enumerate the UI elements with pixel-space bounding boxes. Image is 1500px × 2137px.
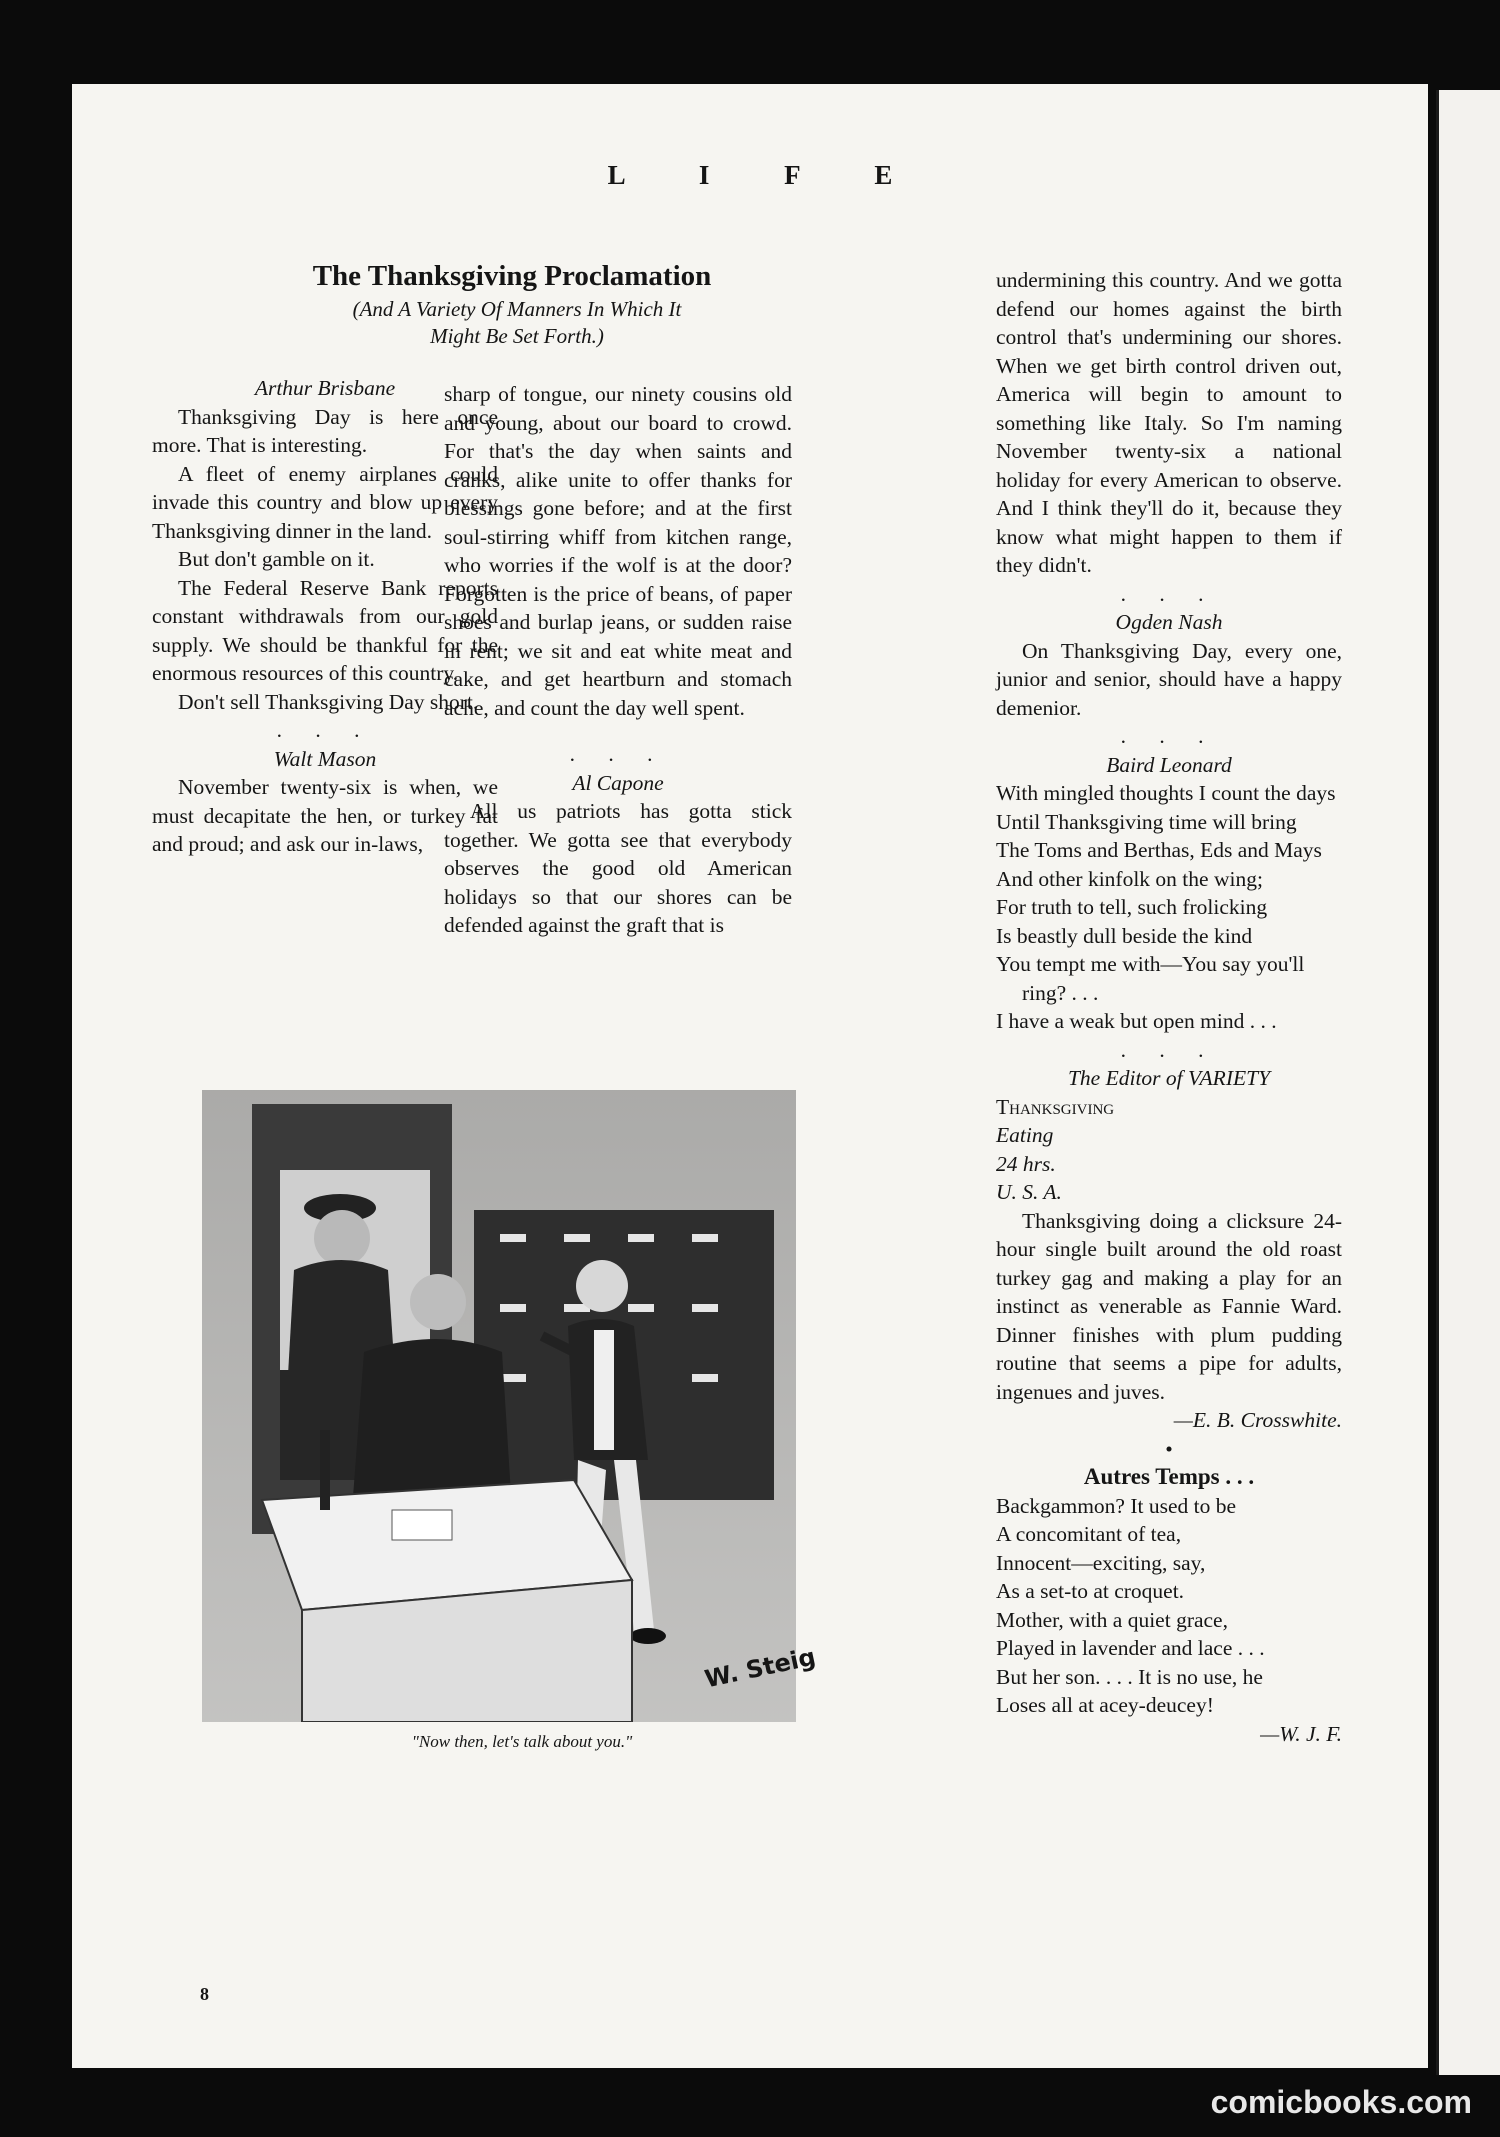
section-divider: . . . — [1120, 1037, 1218, 1062]
magazine-page — [72, 84, 1428, 2068]
verse-line: A concomitant of tea, — [996, 1522, 1182, 1546]
verse-line: Played in lavender and lace . . . — [996, 1636, 1265, 1660]
headline-line: U. S. A. — [996, 1180, 1062, 1204]
verse-line: Backgammon? It used to be — [996, 1493, 1237, 1518]
column-3 — [996, 266, 1342, 1748]
poem-autres — [996, 1492, 1342, 1720]
section-divider: . . . — [569, 742, 667, 766]
paper-on-desk — [392, 1510, 452, 1540]
paragraph: Thanksgiving doing a clicksure 24-hour single built around the old roast turkey gag and making a play for an instinct as venerable as Fannie Ward. Dinner finishes with plum pudding routine that seems a pipe for adults, ingenues and juves. — [996, 1208, 1342, 1404]
source-watermark: comicbooks.com — [1210, 2084, 1472, 2120]
page-number: 8 — [200, 1984, 209, 2004]
byline-brisbane: Arthur Brisbane — [254, 376, 396, 400]
headline-line: Thanksgiving — [996, 1094, 1115, 1119]
cartoon-illustration — [202, 1090, 796, 1722]
signature: —E. B. Crosswhite. — [1173, 1408, 1342, 1432]
masthead: L I F E — [607, 160, 927, 190]
headline-line: 24 hrs. — [996, 1151, 1056, 1176]
poem-leonard — [996, 779, 1342, 1036]
page-spine — [1428, 84, 1436, 2074]
byline-nash: Ogden Nash — [1115, 610, 1223, 634]
verse-line: For truth to tell, such frolicking — [996, 895, 1268, 919]
verse-line: You tempt me with—You say you'll ring? . . . — [996, 952, 1305, 1005]
paragraph: undermining this country. And we gotta defend our homes against the birth control that's undermining our shores. When we get birth control driven out, America will begin to amount to something like Italy. So I'm naming November twenty-six a national holiday for every American to observe. And I think they'll do it, because they know what might happen to them if they didn't. — [996, 268, 1342, 577]
headline-line: Eating — [996, 1123, 1054, 1147]
byline-leonard: Baird Leonard — [1106, 752, 1232, 777]
section-divider: . . . — [1120, 581, 1218, 606]
verse-line: As a set-to at croquet. — [996, 1579, 1185, 1603]
paragraph: November twenty-six is when, we must decapitate the hen, or turkey fat and proud; and ask our in-laws, — [152, 775, 498, 856]
verse-line: Innocent—exciting, say, — [996, 1550, 1206, 1575]
section-divider: . . . — [276, 718, 374, 742]
section-divider: . . . — [1120, 724, 1218, 748]
article-title: The Thanksgiving Proclamation — [312, 260, 712, 292]
cartoon-caption: "Now then, let's talk about you." — [411, 1732, 633, 1751]
verse-line: I have a weak but open mind . . . — [996, 1009, 1277, 1033]
byline-variety: The Editor of VARIETY — [1067, 1066, 1271, 1090]
paragraph: Don't sell Thanksgiving Day short. — [178, 689, 479, 714]
paragraph: Thanksgiving Day is here once more. That is interesting. — [152, 404, 498, 457]
byline-capone: Al Capone — [572, 770, 664, 795]
verse-line: Loses all at acey-deucey! — [996, 1693, 1214, 1717]
signature: —W. J. F. — [1260, 1721, 1342, 1746]
verse-line: Is beastly dull beside the kind — [996, 923, 1253, 948]
adjacent-page-edge — [1436, 90, 1500, 2075]
variety-headline — [996, 1093, 1342, 1207]
autres-title: Autres Temps . . . — [1083, 1464, 1255, 1489]
verse-line: Until Thanksgiving time will bring — [996, 809, 1297, 834]
desk-microphone — [320, 1430, 330, 1510]
verse-line: And other kinfolk on the wing; — [996, 866, 1263, 891]
paragraph: sharp of tongue, our ninety cousins old and young, about our board to crowd. For that's the day when saints and cranks, alike unite to offer thanks for blessings gone before; and at the first soul-stirring whiff from kitchen range, who worries if the wolf is at the door? Forgotten is the price of beans, of paper shoes and burlap jeans, or sudden raise in rent; we sit and eat white meat and cake, and get heartburn and stomach ache, and count the day well spent. — [444, 382, 792, 720]
paragraph: A fleet of enemy airplanes could invade this country and blow up every Thanksgiving dinner in the land. — [152, 461, 498, 543]
paragraph: On Thanksgiving Day, every one, junior and senior, should have a happy demenior. — [996, 638, 1342, 720]
artist-signature: W. Steig — [702, 1642, 819, 1694]
paragraph: The Federal Reserve Bank reports constant withdrawals from our gold supply. We should be thankful for the enormous resources of this country. — [152, 575, 498, 685]
verse-line: But her son. . . . It is no use, he — [996, 1664, 1263, 1689]
verse-line: With mingled thoughts I count the days — [996, 781, 1336, 805]
column-2 — [444, 380, 792, 940]
verse-line: Mother, with a quiet grace, — [996, 1607, 1228, 1632]
verse-line: The Toms and Berthas, Eds and Mays — [996, 838, 1322, 862]
article-subtitle: (And A Variety Of Manners In Which It Might Be Set Forth.) — [352, 297, 682, 348]
bullet-divider: • — [1165, 1436, 1173, 1461]
byline-mason: Walt Mason — [273, 746, 377, 771]
paragraph: But don't gamble on it. — [178, 547, 375, 571]
paragraph: All us patriots has gotta stick together. We gotta see that everybody observes the good old American holidays so that our shores can be defended against the graft that is — [444, 799, 792, 937]
